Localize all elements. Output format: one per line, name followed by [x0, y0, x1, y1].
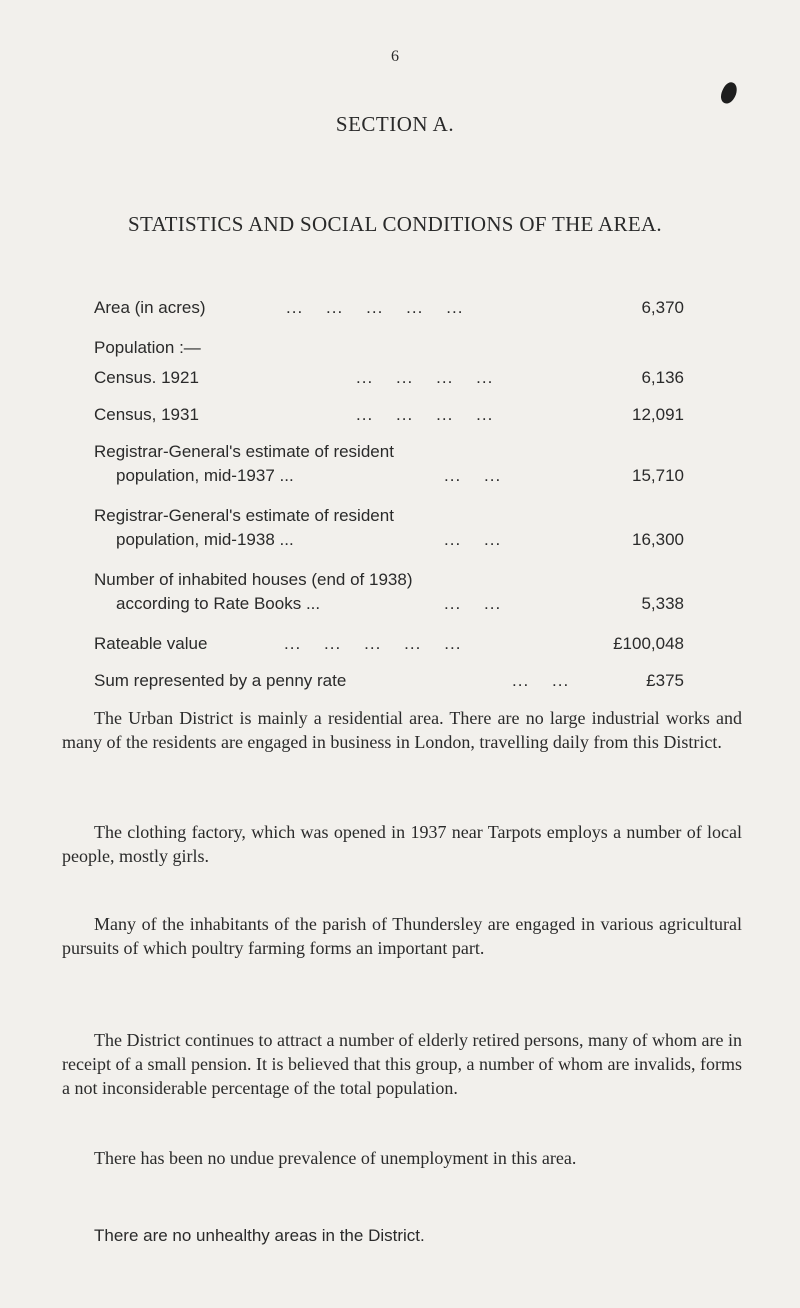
penny-rate-value: £375 [646, 671, 684, 690]
stat-row-rg-1938-line1 [94, 506, 684, 530]
census-1931-value: 12,091 [632, 405, 684, 424]
leader-dots: ... ... [512, 671, 570, 690]
leader-dots: ... ... [444, 594, 502, 613]
leader-dots: ... ... ... ... [356, 368, 494, 387]
area-label: Area (in acres) [94, 298, 206, 317]
stat-row-census-1931 [94, 405, 684, 442]
stat-row-rg-1937-line2 [94, 466, 684, 506]
statistics-table [94, 298, 684, 711]
rg-1938-label-line1: Registrar-General's estimate of resident [94, 506, 394, 525]
ink-blot-mark [718, 80, 740, 106]
census-1921-label: Census. 1921 [94, 368, 199, 387]
paragraph-agriculture: Many of the inhabitants of the parish of Thundersley are engaged in various agricultural pursuits of which poultry farming forms an important part. [62, 914, 742, 958]
stat-row-census-1921 [94, 368, 684, 405]
rateable-value-label: Rateable value [94, 634, 208, 653]
rg-1937-label-line2: population, mid-1937 ... [116, 466, 294, 485]
rg-1937-value: 15,710 [632, 466, 684, 485]
houses-value: 5,338 [641, 594, 684, 613]
stat-row-population-heading [94, 338, 684, 368]
stat-row-rateable-value [94, 634, 684, 671]
stat-row-penny-rate [94, 671, 684, 711]
population-label: Population :— [94, 338, 201, 357]
stat-row-houses-line2 [94, 594, 684, 634]
census-1931-label: Census, 1931 [94, 405, 199, 424]
rg-1938-value: 16,300 [632, 530, 684, 549]
leader-dots: ... ... ... ... ... [286, 298, 464, 317]
houses-label-line2: according to Rate Books ... [116, 594, 321, 613]
stat-row-rg-1938-line2 [94, 530, 684, 570]
leader-dots: ... ... ... ... [356, 405, 494, 424]
houses-label-line1: Number of inhabited houses (end of 1938) [94, 570, 413, 589]
census-1921-value: 6,136 [641, 368, 684, 387]
rg-1938-label-line2: population, mid-1938 ... [116, 530, 294, 549]
rg-1937-label-line1: Registrar-General's estimate of resident [94, 442, 394, 461]
paragraph-clothing-factory: The clothing factory, which was opened in 1937 near Tarpots employs a number of local people, mostly girls. [62, 822, 742, 866]
main-heading: STATISTICS AND SOCIAL CONDITIONS OF THE AREA. [128, 212, 662, 236]
stat-row-houses-line1 [94, 570, 684, 594]
page-number: 6 [391, 48, 399, 65]
paragraph-retired-persons: The District continues to attract a number of elderly retired persons, many of whom are in receipt of a small pension. It is believed that this group, a number of whom are invalids, forms a not inconsiderable percentage of the total population. [62, 1030, 742, 1098]
leader-dots: ... ... [444, 466, 502, 485]
paragraph-unhealthy-areas: There are no unhealthy areas in the District. [94, 1226, 425, 1245]
paragraph-unemployment: There has been no undue prevalence of unemployment in this area. [94, 1148, 577, 1168]
area-value: 6,370 [641, 298, 684, 317]
stat-row-area [94, 298, 684, 338]
paragraph-residential: The Urban District is mainly a residential area. There are no large industrial works and many of the residents are engaged in business in London, travelling daily from this District. [62, 708, 742, 752]
stat-row-rg-1937-line1 [94, 442, 684, 466]
penny-rate-label: Sum represented by a penny rate [94, 671, 347, 690]
leader-dots: ... ... ... ... ... [284, 634, 462, 653]
section-heading: SECTION A. [335, 112, 455, 136]
rateable-value: £100,048 [613, 634, 684, 653]
leader-dots: ... ... [444, 530, 502, 549]
